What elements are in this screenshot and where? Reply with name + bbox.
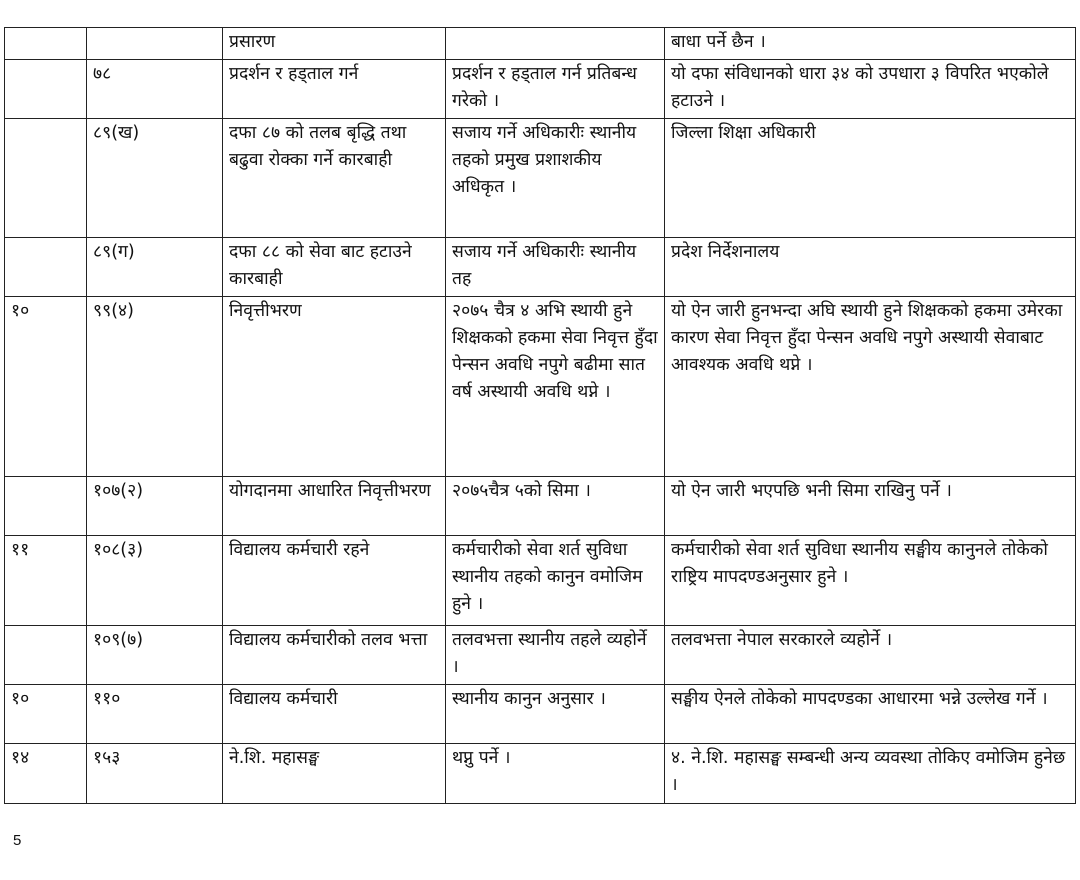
comment-cell: जिल्ला शिक्षा अधिकारी [665, 119, 1076, 238]
provision-cell [446, 28, 665, 60]
provision-cell: २०७५चैत्र ५को सिमा । [446, 477, 665, 536]
table-row [5, 119, 1076, 238]
comment-cell: सङ्घीय ऐनले तोकेको मापदण्डका आधारमा भन्ने उल्लेख गर्ने । [665, 685, 1076, 744]
table-row [5, 685, 1076, 744]
row-number-cell: १० [5, 685, 87, 744]
row-number-cell [5, 60, 87, 119]
table-row [5, 28, 1076, 60]
table-row [5, 744, 1076, 804]
provision-cell: सजाय गर्ने अधिकारीः स्थानीय तह [446, 238, 665, 297]
subject-cell: प्रदर्शन र हड्ताल गर्न [223, 60, 446, 119]
subject-cell: दफा ८७ को तलब बृद्धि तथा बढुवा रोक्का गर्ने कारबाही [223, 119, 446, 238]
provision-cell: २०७५ चैत्र ४ अभि स्थायी हुने शिक्षकको हकमा सेवा निवृत्त हुँदा पेन्सन अवधि नपुगे बढीमा सात वर्ष अस्थायी अवधि थप्ने । [446, 297, 665, 477]
section-cell: १५३ [87, 744, 223, 804]
row-number-cell [5, 626, 87, 685]
section-cell: ७८ [87, 60, 223, 119]
row-number-cell [5, 119, 87, 238]
table-row [5, 238, 1076, 297]
subject-cell: निवृत्तीभरण [223, 297, 446, 477]
comment-cell: प्रदेश निर्देशनालय [665, 238, 1076, 297]
section-cell: ८९(ग) [87, 238, 223, 297]
amendment-table [4, 27, 1076, 804]
table-row [5, 626, 1076, 685]
table-row [5, 477, 1076, 536]
row-number-cell [5, 477, 87, 536]
section-cell: ९९(४) [87, 297, 223, 477]
subject-cell: ने.शि. महासङ्घ [223, 744, 446, 804]
subject-cell: प्रसारण [223, 28, 446, 60]
section-cell: ११० [87, 685, 223, 744]
comment-cell: बाधा पर्ने छैन । [665, 28, 1076, 60]
table-row [5, 60, 1076, 119]
provision-cell: सजाय गर्ने अधिकारीः स्थानीय तहको प्रमुख प्रशाशकीय अधिकृत । [446, 119, 665, 238]
row-number-cell: ११ [5, 536, 87, 626]
subject-cell: विद्यालय कर्मचारी रहने [223, 536, 446, 626]
section-cell [87, 28, 223, 60]
subject-cell: योगदानमा आधारित निवृत्तीभरण [223, 477, 446, 536]
row-number-cell: १० [5, 297, 87, 477]
provision-cell: तलवभत्ता स्थानीय तहले व्यहोर्ने । [446, 626, 665, 685]
table-row [5, 536, 1076, 626]
provision-cell: थप्नु पर्ने । [446, 744, 665, 804]
page-number: 5 [13, 832, 22, 849]
subject-cell: दफा ८८ को सेवा बाट हटाउने कारबाही [223, 238, 446, 297]
row-number-cell: १४ [5, 744, 87, 804]
section-cell: १०७(२) [87, 477, 223, 536]
section-cell: ८९(ख) [87, 119, 223, 238]
comment-cell: यो दफा संविधानको धारा ३४ को उपधारा ३ विपरित भएकोले हटाउने । [665, 60, 1076, 119]
comment-cell: कर्मचारीको सेवा शर्त सुविधा स्थानीय सङ्घीय कानुनले तोकेको राष्ट्रिय मापदण्डअनुसार हुने । [665, 536, 1076, 626]
comment-cell: ४. ने.शि. महासङ्घ सम्बन्धी अन्य व्यवस्था तोकिए वमोजिम हुनेछ । [665, 744, 1076, 804]
provision-cell: स्थानीय कानुन अनुसार । [446, 685, 665, 744]
comment-cell: यो ऐन जारी भएपछि भनी सिमा राखिनु पर्ने । [665, 477, 1076, 536]
section-cell: १०९(७) [87, 626, 223, 685]
provision-cell: प्रदर्शन र हड्ताल गर्न प्रतिबन्ध गरेको । [446, 60, 665, 119]
subject-cell: विद्यालय कर्मचारी [223, 685, 446, 744]
section-cell: १०८(३) [87, 536, 223, 626]
comment-cell: तलवभत्ता नेपाल सरकारले व्यहोर्ने । [665, 626, 1076, 685]
provision-cell: कर्मचारीको सेवा शर्त सुविधा स्थानीय तहको कानुन वमोजिम हुने । [446, 536, 665, 626]
subject-cell: विद्यालय कर्मचारीको तलव भत्ता [223, 626, 446, 685]
row-number-cell [5, 238, 87, 297]
table-row [5, 297, 1076, 477]
comment-cell: यो ऐन जारी हुनभन्दा अघि स्थायी हुने शिक्षकको हकमा उमेरका कारण सेवा निवृत्त हुँदा पेन्सन अवधि नपुगे अस्थायी सेवाबाट आवश्यक अवधि थप्ने । [665, 297, 1076, 477]
row-number-cell [5, 28, 87, 60]
